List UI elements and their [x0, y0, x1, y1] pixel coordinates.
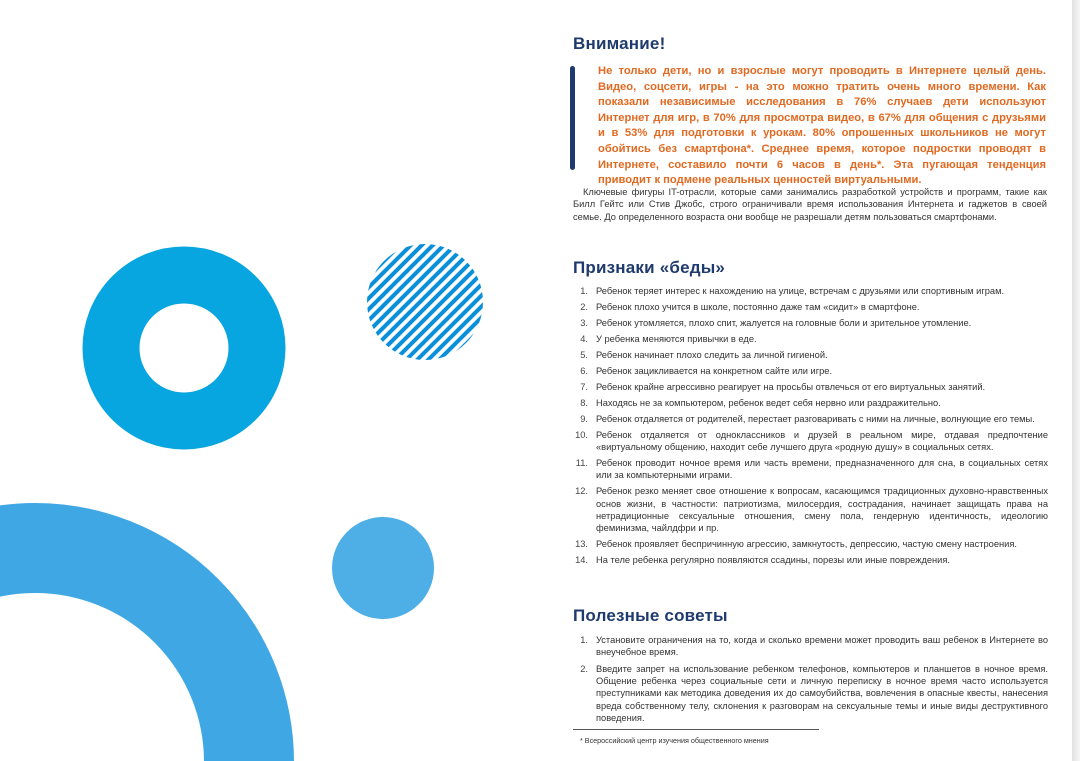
- list-item-number: 12.: [575, 486, 588, 497]
- list-item: [570, 538, 1048, 550]
- striped-circle-icon: [325, 200, 560, 430]
- list-item: [570, 365, 1048, 377]
- list-item-number: 11.: [575, 458, 588, 469]
- list-item-text: Ребенок утомляется, плохо спит, жалуется на головные боли и зрительное утомление.: [596, 318, 972, 328]
- list-item-text: Ребенок проводит ночное время или часть времени, предназначенного для сна, в социальных сетях или за компьютерными играми.: [596, 458, 1048, 481]
- list-item-number: 3.: [580, 318, 588, 328]
- callout-bar: [570, 66, 575, 170]
- list-item: [570, 333, 1048, 345]
- list-item-text: Ребенок начинает плохо следить за личной гигиеной.: [596, 350, 828, 360]
- list-item-text: Установите ограничения на то, когда и сколько времени может проводить ваш ребенок в Интернете во внеучебное время.: [596, 635, 1048, 658]
- footnote: * Всероссийский центр изучения общественного мнения: [580, 736, 769, 745]
- list-item: [570, 317, 1048, 329]
- list-item: [570, 413, 1048, 425]
- list-item-text: Ребенок резко меняет свое отношение к вопросам, касающимся традиционных духовно-нравственных основ жизни, в частности: патриотизма, милосердия, сострадания, начинает защищать права на нетрадиционные сексуальные отношения, смену пола, гендерную идентичность, идеологию феминизма, чайлдфри и пр.: [596, 486, 1048, 534]
- list-item-text: Ребенок отдаляется от родителей, перестает разговаривать с ними на личные, волнующие его темы.: [596, 414, 1035, 424]
- list-item: [570, 634, 1048, 658]
- list-item: [570, 554, 1048, 566]
- attention-heading: Внимание!: [573, 34, 666, 53]
- list-item-number: 6.: [580, 366, 588, 376]
- list-item-number: 8.: [580, 398, 588, 408]
- list-item-number: 7.: [580, 382, 588, 392]
- list-item: [570, 457, 1048, 481]
- list-item-text: Ребенок крайне агрессивно реагирует на просьбы отвлечься от его виртуальных занятий.: [596, 382, 986, 392]
- attention-callout: [570, 64, 1048, 187]
- solid-circle-icon: [332, 517, 434, 619]
- signs-list: [570, 285, 1048, 570]
- tips-list: [570, 634, 1048, 728]
- list-item: [570, 397, 1048, 409]
- list-item-text: Находясь не за компьютером, ребенок ведет себя нервно или раздражительно.: [596, 398, 941, 408]
- ring-shape-icon: [111, 275, 257, 421]
- list-item-number: 2.: [580, 302, 588, 312]
- list-item-number: 4.: [580, 334, 588, 344]
- large-ring-arc-icon: [0, 548, 249, 761]
- list-item: [570, 663, 1048, 724]
- list-item-text: Ребенок теряет интерес к нахождению на улице, встречам с друзьями или спортивным играм.: [596, 286, 1005, 296]
- signs-heading: Признаки «беды»: [573, 258, 726, 277]
- list-item-number: 1.: [580, 635, 588, 645]
- list-item-number: 13.: [575, 539, 588, 550]
- footnote-divider: [573, 729, 819, 730]
- list-item-text: Введите запрет на использование ребенком телефонов, компьютеров и планшетов в ночное время. Общение ребенка через социальные сети и личную переписку в ночное время часто используется преступниками как методика доведения их до самоубийства, вовлечения в опасные квесты, нанесения вреда собственному телу, склонения к разговорам на сексуальные темы и иные виды деструктивного поведения.: [596, 663, 1048, 723]
- list-item: [570, 349, 1048, 361]
- list-item: [570, 485, 1048, 534]
- attention-text: Не только дети, но и взрослые могут проводить в Интернете целый день. Видео, соцсети, игры - на это можно тратить очень много времени. Как показали независимые исследования в 76% случаев дети используют Интернет для игр, в 70% для просмотра видео, в 67% для общения с друзьями и в 53% для подготовки к урокам. 80% опрошенных школьников не могут обойтись без смартфона*. Среднее время, которое подростки проводят в Интернете, составило почти 6 часов в день*. Эта пугающая тенденция приводит к подмене реальных ценностей виртуальными.: [598, 65, 1046, 187]
- list-item-text: Ребенок плохо учится в школе, постоянно даже там «сидит» в смартфоне.: [596, 302, 920, 312]
- list-item-text: На теле ребенка регулярно появляются ссадины, порезы или иные повреждения.: [596, 555, 950, 566]
- list-item: [570, 285, 1048, 297]
- list-item-text: Ребенок проявляет беспричинную агрессию, замкнутость, депрессию, частую смену настроения.: [596, 539, 1017, 550]
- intro-paragraph: Ключевые фигуры IT-отрасли, которые сами занимались разработкой устройств и программ, такие как Билл Гейтс или Стив Джобс, строго ограничивали время использования Интернета и гаджетов в своей семье. До определенного возраста они вообще не разрешали детям пользоваться смартфонами.: [573, 187, 1047, 222]
- list-item-number: 1.: [580, 286, 588, 296]
- list-item-number: 10.: [575, 430, 588, 440]
- list-item: [570, 381, 1048, 393]
- list-item-text: Ребенок зацикливается на конкретном сайте или игре.: [596, 366, 833, 376]
- list-item-text: Ребенок отдаляется от одноклассников и друзей в реальном мире, отдавая предпочтение «виртуальному общению, находит себе лучшего друга «родную душу» в социальных сетях.: [596, 430, 1048, 453]
- list-item-number: 2.: [580, 663, 588, 674]
- list-item: [570, 429, 1048, 453]
- list-item-number: 14.: [575, 555, 588, 566]
- list-item-text: У ребенка меняются привычки в еде.: [596, 334, 757, 344]
- list-item-number: 9.: [580, 414, 588, 424]
- list-item-number: 5.: [580, 350, 588, 360]
- list-item: [570, 301, 1048, 313]
- page-edge: [1072, 0, 1080, 761]
- tips-heading: Полезные советы: [573, 606, 728, 625]
